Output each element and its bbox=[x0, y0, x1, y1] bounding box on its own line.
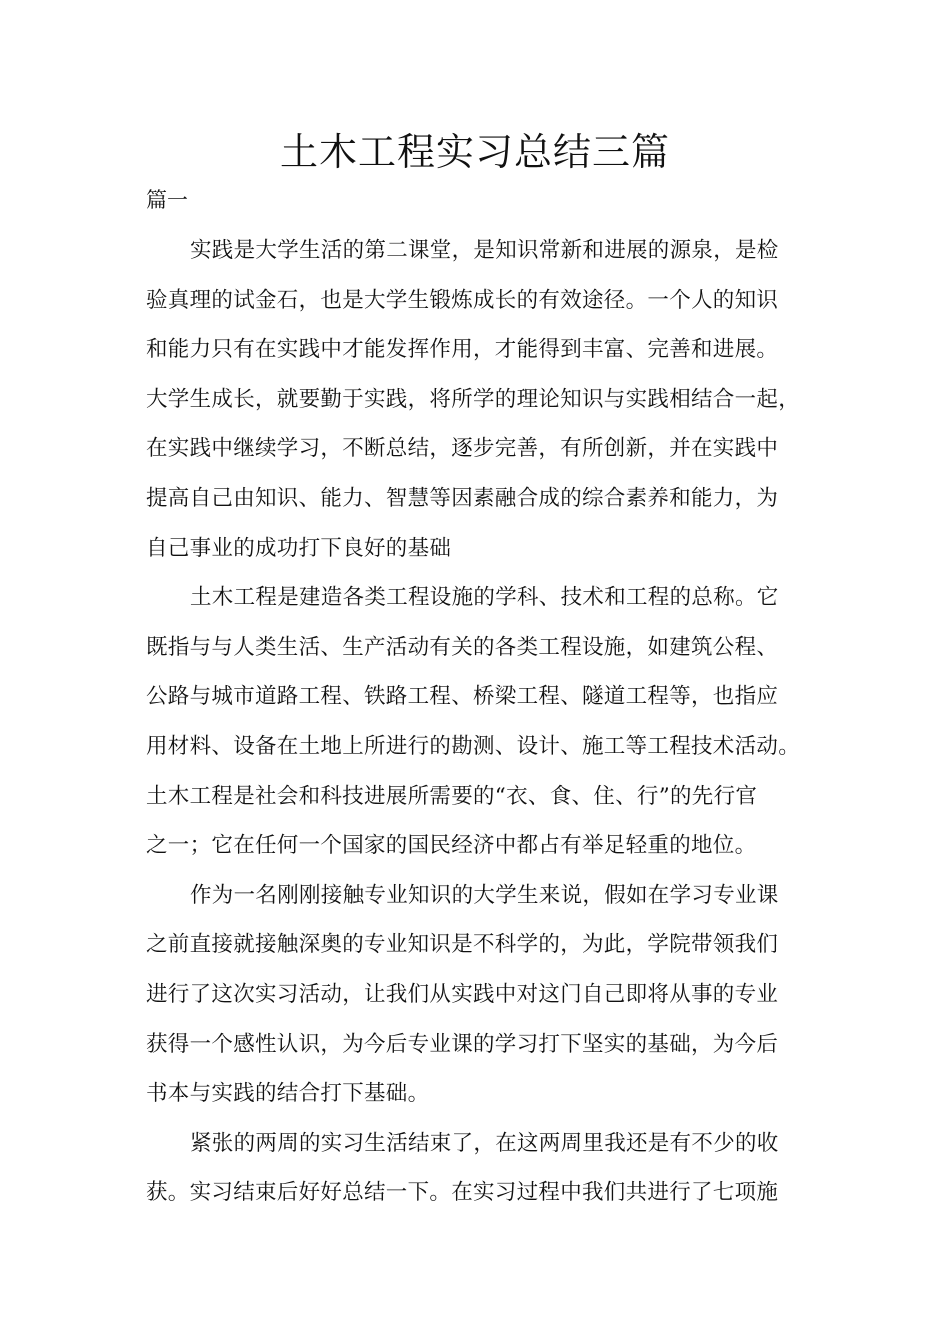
text-line: 验真理的试金石，也是大学生锻炼成长的有效途径。一个人的知识 bbox=[146, 287, 779, 313]
text-line: 作为一名刚刚接触专业知识的大学生来说，假如在学习专业课 bbox=[190, 882, 779, 908]
text-line: 之一；它在任何一个国家的国民经济中都占有举足轻重的地位。 bbox=[146, 833, 757, 859]
text-line: 获。实习结束后好好总结一下。在实习过程中我们共进行了七项施 bbox=[146, 1180, 779, 1206]
document-body bbox=[146, 226, 822, 1218]
text-line: 土木工程是社会和科技进展所需要的“衣、食、住、行”的先行官 bbox=[146, 783, 758, 809]
text-line: 大学生成长，就要勤于实践，将所学的理论知识与实践相结合一起， bbox=[146, 386, 801, 412]
text-line: 提高自己由知识、能力、智慧等因素融合成的综合素养和能力，为 bbox=[146, 485, 779, 511]
section-label: 篇一 bbox=[146, 188, 188, 212]
text-line: 实践是大学生活的第二课堂，是知识常新和进展的源泉，是检 bbox=[190, 238, 779, 263]
text-line: 进行了这次实习活动，让我们从实践中对这门自己即将从事的专业 bbox=[146, 981, 779, 1007]
text-line: 自己事业的成功打下良好的基础 bbox=[146, 535, 452, 561]
text-line: 获得一个感性认识，为今后专业课的学习打下坚实的基础，为今后 bbox=[146, 1031, 779, 1057]
text-line: 在实践中继续学习，不断总结，逐步完善，有所创新，并在实践中 bbox=[146, 436, 779, 462]
text-line: 之前直接就接触深奥的专业知识是不科学的，为此，学院带领我们 bbox=[146, 932, 779, 958]
text-line: 书本与实践的结合打下基础。 bbox=[146, 1081, 430, 1107]
text-line: 公路与城市道路工程、铁路工程、桥梁工程、隧道工程等，也指应 bbox=[146, 684, 779, 710]
text-line: 既指与与人类生活、生产活动有关的各类工程设施，如建筑公程、 bbox=[146, 634, 779, 660]
document-title: 土木工程实习总结三篇 bbox=[279, 130, 670, 174]
text-line: 用材料、设备在土地上所进行的勘测、设计、施工等工程技术活动。 bbox=[146, 733, 801, 759]
text-line: 紧张的两周的实习生活结束了，在这两周里我还是有不少的收 bbox=[190, 1130, 779, 1156]
text-line: 和能力只有在实践中才能发挥作用，才能得到丰富、完善和进展。 bbox=[146, 337, 779, 363]
text-line: 土木工程是建造各类工程设施的学科、技术和工程的总称。它 bbox=[190, 585, 779, 611]
